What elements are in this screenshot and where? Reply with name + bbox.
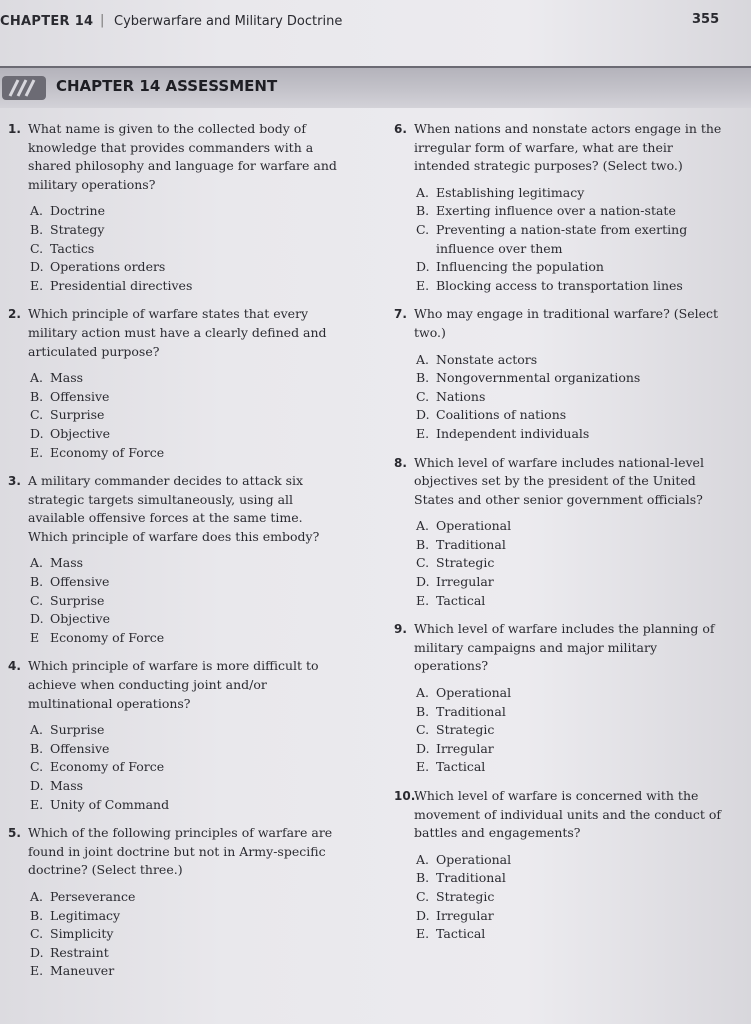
choice-text: Traditional: [436, 536, 506, 552]
question-number: 8.: [394, 455, 407, 470]
answer-choice: [416, 851, 724, 870]
question-4: [8, 657, 338, 814]
choice-text: Mass: [50, 778, 84, 793]
choice-text: Irregular: [436, 574, 494, 590]
choice-letter: C.: [416, 221, 430, 237]
choice-text: Nonstate actors: [436, 351, 538, 367]
question-2: [8, 305, 338, 462]
answer-choice: [30, 388, 338, 407]
question-number: 4.: [8, 659, 21, 674]
choice-letter: A.: [30, 888, 44, 904]
choice-text: Offensive: [50, 574, 110, 590]
answer-choice: [30, 202, 338, 221]
choice-text: Coalitions of nations: [436, 407, 567, 423]
choice-letter: E.: [416, 759, 430, 775]
answer-choice: [30, 554, 338, 573]
answer-choices: [8, 721, 338, 814]
choice-letter: E.: [416, 425, 430, 441]
choice-letter: D.: [416, 407, 430, 423]
choice-letter: D.: [30, 778, 44, 793]
question-text: A military commander decides to attack six strategic targets simultaneously, using all available offensive forces at the same time. Which principle of warfare does this embody?: [28, 473, 320, 544]
choice-text: Surprise: [50, 407, 105, 423]
choice-letter: B.: [416, 703, 430, 719]
question-text: Which level of warfare includes the planning of military campaigns and major military operations?: [414, 621, 715, 674]
chapter-title: Cyberwarfare and Military Doctrine: [114, 14, 343, 29]
answer-choice: [416, 536, 724, 555]
choice-text: Strategic: [436, 888, 495, 904]
answer-choice: [416, 202, 724, 221]
answer-choice: [416, 758, 724, 777]
answer-choice: [416, 554, 724, 573]
answer-choice: [30, 758, 338, 777]
choice-letter: A.: [416, 351, 430, 367]
answer-choices: [394, 184, 724, 296]
choice-letter: E: [30, 629, 40, 645]
question-number: 3.: [8, 474, 21, 489]
answer-choice: [30, 962, 338, 981]
chapter-label: CHAPTER 14: [0, 14, 94, 29]
choice-letter: C.: [416, 388, 430, 404]
answer-choices: [394, 684, 724, 777]
choice-text: Tactical: [436, 759, 486, 775]
choice-letter: D.: [30, 944, 44, 960]
question-3: [8, 472, 338, 647]
answer-choice: [30, 369, 338, 388]
choice-letter: A.: [30, 722, 44, 738]
question-number: 2.: [8, 307, 21, 322]
answer-choices: [8, 202, 338, 295]
answer-choice: [416, 517, 724, 536]
choice-text: Mass: [50, 555, 84, 571]
assessment-banner: [0, 66, 751, 108]
answer-choice: [30, 925, 338, 944]
choice-text: Operational: [436, 518, 512, 534]
question-stem: [394, 454, 724, 510]
answer-choice: [30, 592, 338, 611]
answer-choice: [416, 907, 724, 926]
question-stem: [394, 620, 724, 676]
answer-choice: [416, 425, 724, 444]
choice-text: Tactical: [436, 926, 486, 942]
choice-text: Nations: [436, 388, 486, 404]
choice-letter: B.: [416, 370, 430, 386]
choice-letter: A.: [30, 370, 44, 386]
choice-text: Mass: [50, 370, 84, 386]
question-stem: [8, 472, 338, 546]
answer-choice: [30, 221, 338, 240]
question-stem: [394, 120, 724, 176]
question-number: 6.: [394, 122, 407, 136]
question-number: 7.: [394, 307, 407, 322]
running-head: [0, 12, 751, 34]
choice-letter: D.: [30, 259, 44, 275]
answer-choice: [30, 721, 338, 740]
choice-text: Traditional: [436, 870, 506, 886]
question-text: Which level of warfare includes national-level objectives set by the president of the United States and other senior government officials?: [414, 454, 704, 507]
answer-choice: [416, 388, 724, 407]
choice-letter: E.: [416, 592, 430, 608]
answer-choices: [8, 888, 338, 981]
answer-choice: [30, 888, 338, 907]
answer-choice: [416, 925, 724, 944]
choice-letter: B.: [30, 221, 44, 237]
choice-text: Traditional: [436, 703, 506, 719]
choice-letter: C.: [30, 926, 44, 942]
question-stem: [8, 657, 338, 713]
choice-text: Operational: [436, 851, 512, 867]
choice-letter: C.: [30, 407, 44, 423]
choice-letter: D.: [416, 740, 430, 756]
choice-text: Tactics: [50, 240, 95, 256]
choice-text: Tactical: [436, 592, 486, 608]
answer-choice: [416, 869, 724, 888]
answer-choice: [30, 258, 338, 277]
choice-letter: A.: [416, 518, 430, 534]
question-6: [394, 120, 724, 295]
answer-choices: [394, 517, 724, 610]
choice-letter: A.: [416, 851, 430, 867]
page-number: 355: [692, 12, 720, 27]
question-number: 5.: [8, 826, 21, 841]
question-7: [394, 305, 724, 443]
left-column: [8, 120, 338, 991]
question-number: 1.: [8, 122, 21, 136]
question-stem: [8, 305, 338, 361]
header-separator: |: [100, 13, 105, 28]
choice-text: Presidential directives: [50, 277, 193, 293]
choice-letter: A.: [416, 184, 430, 200]
answer-choice: [30, 610, 338, 629]
choice-letter: B.: [416, 536, 430, 552]
choice-letter: D.: [416, 907, 430, 923]
choice-text: Irregular: [436, 740, 494, 756]
answer-choice: [416, 277, 724, 296]
choice-text: Operational: [436, 685, 512, 701]
choice-text: Preventing a nation-state from exerting influence over them: [436, 221, 688, 256]
choice-text: Influencing the population: [436, 259, 604, 275]
choice-text: Surprise: [50, 722, 105, 738]
choice-text: Restraint: [50, 944, 109, 960]
answer-choice: [416, 740, 724, 759]
choice-letter: D.: [416, 574, 430, 590]
answer-choice: [30, 425, 338, 444]
answer-choice: [416, 573, 724, 592]
choice-text: Blocking access to transportation lines: [436, 277, 683, 293]
choice-text: Doctrine: [50, 203, 105, 219]
choice-text: Independent individuals: [436, 425, 590, 441]
choice-letter: B.: [416, 203, 430, 219]
choice-letter: D.: [30, 611, 44, 627]
choice-text: Exerting influence over a nation-state: [436, 203, 676, 219]
choice-letter: D.: [416, 259, 430, 275]
question-text: Who may engage in traditional warfare? (Select two.): [414, 306, 719, 340]
answer-choices: [394, 851, 724, 944]
question-stem: [394, 305, 724, 342]
choice-text: Perseverance: [50, 888, 136, 904]
choice-letter: D.: [30, 425, 44, 441]
answer-choice: [30, 240, 338, 259]
choice-letter: E.: [416, 926, 430, 942]
question-stem: [8, 120, 338, 194]
question-text: Which level of warfare is concerned with the movement of individual units and the conduct of battles and engagements?: [414, 788, 722, 841]
choice-letter: C.: [30, 240, 44, 256]
choice-text: Irregular: [436, 907, 494, 923]
answer-choice: [416, 684, 724, 703]
question-10: [394, 787, 724, 944]
question-number: 9.: [394, 622, 407, 637]
choice-text: Maneuver: [50, 963, 115, 979]
question-9: [394, 620, 724, 777]
choice-letter: C.: [416, 722, 430, 738]
choice-letter: A.: [30, 555, 44, 571]
question-stem: [394, 787, 724, 843]
question-stem: [8, 824, 338, 880]
choice-letter: C.: [416, 888, 430, 904]
question-text: What name is given to the collected body of knowledge that provides commanders with a shared philosophy and language for warfare and military operations?: [28, 121, 337, 192]
choice-text: Simplicity: [50, 926, 114, 942]
choice-text: Nongovernmental organizations: [436, 370, 641, 386]
choice-letter: B.: [30, 574, 44, 590]
answer-choice: [416, 221, 724, 258]
assessment-title: CHAPTER 14 ASSESSMENT: [56, 77, 278, 95]
choice-letter: C.: [30, 759, 44, 775]
answer-choice: [416, 888, 724, 907]
answer-choice: [30, 777, 338, 796]
answer-choice: [416, 721, 724, 740]
choice-text: Objective: [50, 425, 111, 441]
choice-letter: E.: [30, 277, 44, 293]
question-text: Which of the following principles of warfare are found in joint doctrine but not in Army-specific doctrine? (Select three.): [28, 825, 333, 878]
choice-letter: C.: [416, 555, 430, 571]
question-number: 10.: [394, 789, 416, 803]
choice-text: Strategic: [436, 722, 495, 738]
answer-choices: [8, 554, 338, 647]
choice-text: Establishing legitimacy: [436, 184, 585, 200]
question-5: [8, 824, 338, 981]
question-8: [394, 454, 724, 611]
answer-choice: [416, 351, 724, 370]
choice-letter: B.: [30, 907, 44, 923]
stripes-icon: [2, 76, 46, 100]
choice-text: Offensive: [50, 740, 110, 756]
choice-letter: A.: [416, 685, 430, 701]
choice-text: Economy of Force: [50, 759, 165, 775]
choice-letter: A.: [30, 203, 44, 219]
answer-choice: [416, 369, 724, 388]
choice-letter: B.: [30, 740, 44, 756]
choice-text: Economy of Force: [50, 629, 165, 645]
choice-text: Strategic: [436, 555, 495, 571]
answer-choice: [416, 406, 724, 425]
choice-text: Surprise: [50, 592, 105, 608]
choice-text: Legitimacy: [50, 907, 121, 923]
choice-text: Offensive: [50, 388, 110, 404]
question-text: Which principle of warfare is more difficult to achieve when conducting joint and/or multinational operations?: [28, 658, 319, 711]
choice-letter: E.: [30, 963, 44, 979]
answer-choice: [30, 740, 338, 759]
choice-text: Economy of Force: [50, 444, 165, 460]
choice-letter: E.: [30, 444, 44, 460]
answer-choices: [394, 351, 724, 444]
choice-letter: C.: [30, 592, 44, 608]
choice-text: Objective: [50, 611, 111, 627]
question-text: Which principle of warfare states that every military action must have a clearly defined and articulated purpose?: [28, 306, 327, 359]
choice-letter: E.: [416, 277, 430, 293]
answer-choice: [30, 406, 338, 425]
choice-letter: B.: [416, 870, 430, 886]
answer-choices: [8, 369, 338, 462]
question-text: When nations and nonstate actors engage in the irregular form of warfare, what are their intended strategic purposes? (Select two.): [414, 121, 722, 174]
choice-letter: E.: [30, 796, 44, 812]
answer-choice: [416, 184, 724, 203]
answer-choice: [416, 592, 724, 611]
answer-choice: [416, 258, 724, 277]
choice-text: Operations orders: [50, 259, 166, 275]
answer-choice: [30, 573, 338, 592]
answer-choice: [30, 944, 338, 963]
answer-choice: [30, 629, 338, 648]
answer-choice: [30, 796, 338, 815]
right-column: [394, 120, 724, 954]
choice-text: Strategy: [50, 221, 105, 237]
answer-choice: [30, 907, 338, 926]
choice-letter: B.: [30, 388, 44, 404]
answer-choice: [416, 703, 724, 722]
question-1: [8, 120, 338, 295]
choice-text: Unity of Command: [50, 796, 170, 812]
answer-choice: [30, 277, 338, 296]
answer-choice: [30, 444, 338, 463]
